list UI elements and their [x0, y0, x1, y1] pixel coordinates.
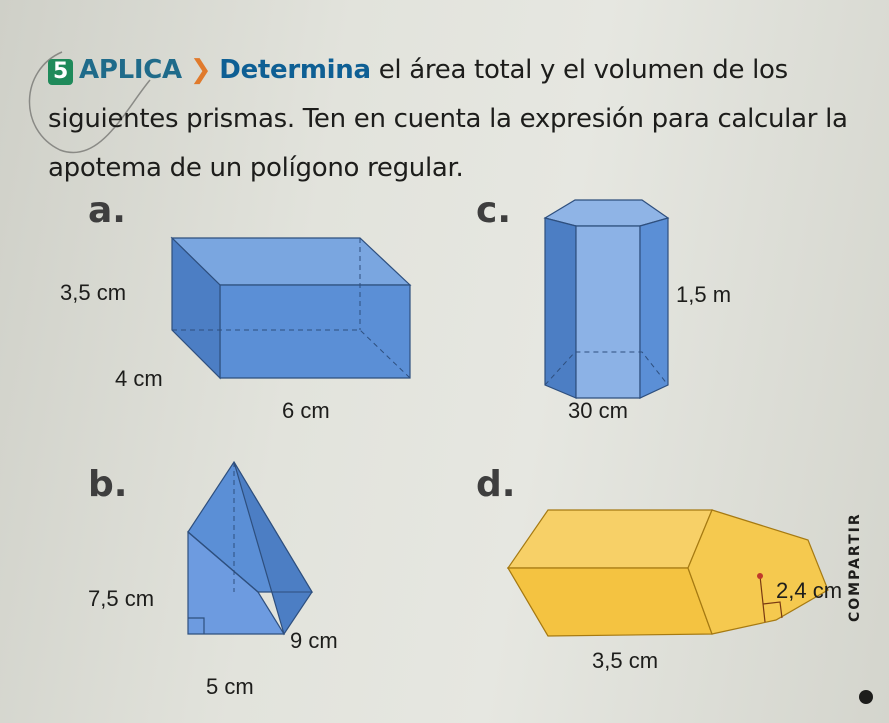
- exercise-number: 5: [48, 59, 73, 85]
- prism-c: [545, 200, 668, 398]
- figure-c-side-label: 30 cm: [568, 398, 628, 423]
- figure-b-height-label: 7,5 cm: [88, 586, 155, 611]
- exercise-verb: Determina: [219, 55, 371, 85]
- figure-c-height-label: 1,5 m: [676, 282, 732, 307]
- figure-b-depth-label: 9 cm: [290, 628, 338, 653]
- figure-a-height-label: 3,5 cm: [60, 280, 127, 305]
- exercise-tag: APLICA: [79, 55, 182, 85]
- prism-a-front-face: [220, 285, 410, 378]
- figure-b-letter: b.: [88, 464, 128, 505]
- prism-c-top-face: [545, 200, 668, 226]
- prism-d-front-face: [508, 568, 712, 636]
- figure-a-width-label: 6 cm: [282, 398, 330, 423]
- prism-d-pentagon-face: [688, 510, 828, 634]
- prism-d: [508, 510, 828, 636]
- apothem-center-dot: [757, 573, 763, 579]
- exercise-text: el área total y el volumen de los siguientes prismas. Ten en cuenta la expresión para calcular la apotema de un polígono regular.: [48, 55, 848, 183]
- prism-a: [172, 238, 410, 378]
- figure-d-apothem-label: 2,4 cm: [776, 578, 843, 603]
- prism-d-top-face: [508, 510, 712, 568]
- prism-c-right-face: [640, 218, 668, 398]
- prism-c-left-face: [545, 218, 576, 398]
- figure-d-letter: d.: [476, 464, 516, 505]
- tag-arrow-icon: ❯: [189, 55, 212, 85]
- figure-b-base-label: 5 cm: [206, 674, 254, 699]
- side-tab-dot: [859, 690, 873, 704]
- prism-b: [188, 462, 312, 634]
- prism-c-front-face: [576, 226, 640, 398]
- figure-a-letter: a.: [88, 190, 126, 231]
- figure-c-letter: c.: [476, 190, 512, 231]
- exercise-statement: [48, 46, 848, 193]
- figure-a-depth-label: 4 cm: [115, 366, 163, 391]
- figure-d-side-label: 3,5 cm: [592, 648, 659, 673]
- side-tab-label: COMPARTIR: [847, 512, 863, 622]
